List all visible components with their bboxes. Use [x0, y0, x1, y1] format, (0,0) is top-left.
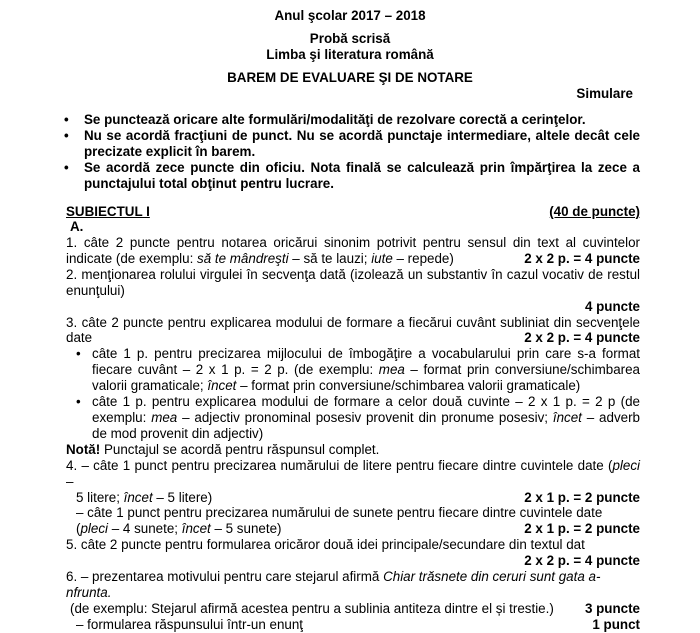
bullet-icon: • — [76, 346, 81, 362]
item-5-score: 2 x 2 p. = 4 puncte — [524, 553, 640, 569]
item-3: 3. câte 2 puncte pentru explicarea modului de formare a fiecărui cuvânt subliniat din secvenţele date 2 x 2 p. = 4 puncte — [66, 314, 640, 346]
item-4b-score: 2 x 1 p. = 2 puncte — [524, 521, 640, 537]
item-4a-cont: 5 litere; încet – 5 litere) 2 x 1 p. = 2 puncte — [76, 489, 640, 505]
note-text: Se acordă zece puncte din oficiu. Nota finală se calculează prin împărţirea la zece a punctajului total obţinut pentru lucrare. — [84, 159, 640, 191]
item-6a-score: 3 puncte — [584, 600, 640, 616]
item-6a: 6. – prezentarea motivului pentru care stejarul afirmă Chiar trăsnete din ceruri sunt gata a-nfrunta. — [66, 569, 601, 600]
item-4a-score: 2 x 1 p. = 2 puncte — [524, 489, 640, 505]
section-title: SUBIECTUL I — [66, 204, 150, 219]
item-4b: – câte 1 punct pentru precizarea numărului de sunete pentru fiecare dintre cuvintele date — [76, 505, 603, 521]
school-year: Anul şcolar 2017 – 2018 — [274, 8, 426, 23]
general-note — [64, 160, 640, 192]
section-points: (40 de puncte) — [549, 204, 640, 219]
item-1-score: 2 x 2 p. = 4 puncte — [524, 250, 640, 266]
general-notes — [64, 112, 640, 192]
item-2-score: 4 puncte — [584, 298, 640, 314]
bullet-icon: • — [76, 394, 81, 410]
item-6b: (de exemplu: Stejarul afirmă acestea pentru a sublinia antiteza dintre el și trestie.) 3 puncte — [70, 600, 640, 616]
item-3-score: 2 x 2 p. = 4 puncte — [524, 330, 640, 346]
grading-items — [66, 235, 640, 633]
item-4a: 4. – câte 1 punct pentru precizarea numărului de litere pentru fiecare dintre cuvintele date (pleci – — [66, 457, 640, 489]
item-6c: – formularea răspunsului într-un enunţ 1 punct — [76, 616, 640, 632]
item-5-score-line — [66, 553, 640, 569]
item-2-score-line — [66, 299, 640, 315]
bullet-icon: • — [64, 112, 69, 127]
general-note — [64, 112, 640, 128]
item-5: 5. câte 2 puncte pentru formularea oricăror două idei principale/secundare din textul dat — [66, 537, 585, 553]
document-title: BAREM DE EVALUARE ŞI DE NOTARE — [227, 70, 473, 85]
subject-title: Limba şi literatura română — [266, 47, 434, 62]
exam-type: Probă scrisă — [309, 31, 391, 46]
note-text: Nu se acordă fracţiuni de punct. Nu se acordă punctaje intermediare, altele decât cele precizate explicit în barem. — [84, 127, 640, 159]
general-note — [64, 128, 640, 160]
section-heading — [66, 204, 640, 220]
item-3-subbullet: • câte 1 p. pentru precizarea mijlocului de îmbogăţire a vocabularului prin care s-a format fiecare cuvânt – 2 x 1 p. = 2 p. (de exemplu: mea – format prin conversiune/schimbarea valorii gramaticale; încet – format prin conversiune/schimbarea valorii gramaticale) — [76, 346, 640, 394]
item-1: 1. câte 2 puncte pentru notarea oricărui sinonim potrivit pentru sensul din text al cuvintelor indicate (de exemplu: să te mândreşti – să te lauzi; iute – repede) 2 x 2 p. = 4 puncte — [66, 235, 640, 266]
bullet-icon: • — [64, 127, 69, 143]
note-text: Se punctează oricare alte formulări/modalităţi de rezolvare corectă a cerinţelor. — [84, 112, 586, 127]
note-line: Notă! Punctajul se acordă pentru răspunsul complet. — [66, 441, 380, 457]
item-4b-cont: (pleci – 4 sunete; încet – 5 sunete) 2 x 1 p. = 2 puncte — [76, 521, 640, 537]
item-3-subbullet: • câte 1 p. pentru explicarea modului de formare a celor două cuvinte – 2 x 1 p. = 2 p (de exemplu: mea – adjectiv pronominal posesiv provenit din pronume posesiv; încet – adverb de mod provenit din adjectiv) — [76, 394, 640, 441]
item-2: 2. menţionarea rolului virgulei în secvenţa dată (izolează un substantiv în cazul vocativ de restul enunţului) — [66, 266, 640, 298]
session-label: Simulare — [576, 86, 633, 101]
bullet-icon: • — [64, 159, 69, 175]
section-part: A. — [70, 219, 84, 234]
item-6c-score: 1 punct — [592, 616, 640, 632]
